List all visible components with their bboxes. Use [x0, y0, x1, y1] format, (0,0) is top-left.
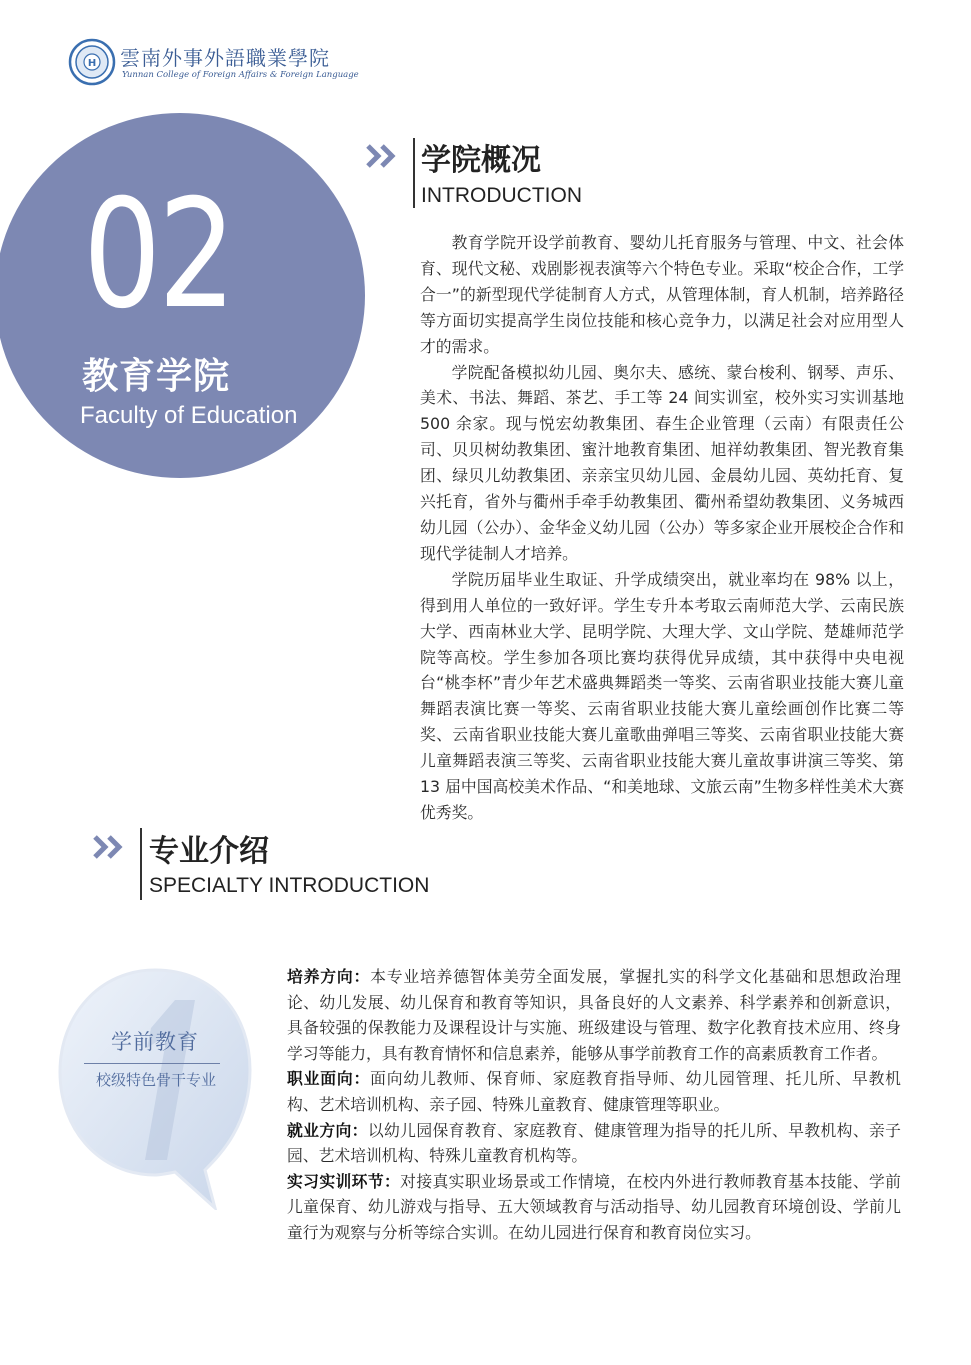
badge-title: 学前教育: [111, 1030, 199, 1054]
intro-paragraph: 学院配备模拟幼儿园、奥尔夫、感统、蒙台梭利、钢琴、声乐、美术、书法、舞蹈、茶艺、手工等 24 间实训室，校外实习实训基地 500 余家。现与悦宏幼教集团、春生企业管理（云南）有限责任公司、贝贝树幼教集团、蜜汁地教育集团、旭祥幼教集团、智光教育集团、绿贝儿幼教集团、亲亲宝贝幼儿园、金晨幼儿园、英幼托育、复兴托育，省外与衢州手牵手幼教集团、衢州希望幼教集团、义务城西幼儿园（公办）、金华金义幼儿园（公办）等多家企业开展校企合作和现代学徒制人才培养。: [420, 362, 904, 563]
item-text: 面向幼儿教师、保育师、家庭教育指导师、幼儿园管理、托儿所、早教机构、艺术培训机构、亲子园、特殊儿童教育、健康管理等职业。: [287, 1069, 901, 1114]
intro-paragraph: 教育学院开设学前教育、婴幼儿托育服务与管理、中文、社会体育、现代文秘、戏剧影视表演等六个特色专业。采取“校企合作，工学合一”的新型现代学徒制育人方式，从管理体制，育人机制，培养路径等方面切实提高学生岗位技能和核心竞争力，以满足社会对应用型人才的需求。: [420, 233, 904, 356]
faculty-name-en: Faculty of Education: [80, 402, 298, 429]
college-name-en: Yunnan College of Foreign Affairs & Foreign Language: [122, 70, 359, 80]
double-chevron-icon: [365, 143, 401, 169]
specialty-item: [287, 1066, 901, 1117]
specialty-item: [287, 1169, 901, 1246]
item-label: 培养方向：: [287, 967, 371, 986]
college-name-cn: 雲南外事外語職業學院: [120, 46, 330, 70]
section-divider: [140, 828, 142, 900]
item-label: 就业方向：: [287, 1120, 368, 1140]
specialty-body: [287, 964, 901, 1246]
item-text: 以幼儿园保育教育、家庭教育、健康管理为指导的托儿所、早教机构、亲子园、艺术培训机构、特殊儿童教育机构等。: [287, 1120, 901, 1166]
item-text: 本专业培养德智体美劳全面发展，掌握扎实的科学文化基础和思想政治理论、幼儿发展、幼儿保育和教育等知识，具备良好的人文素养、科学素养和创新意识，具备较强的保教能力及课程设计与实施、班级建设与管理、数字化教育技术应用、终身学习等能力，具有教育情怀和信息素养，能够从事学前教育工作的高素质教育工作者。: [287, 967, 901, 1063]
faculty-name-cn: 教育学院: [82, 356, 231, 397]
specialty-item: [287, 964, 901, 1066]
badge-subtitle: 校级特色骨干专业: [95, 1071, 216, 1089]
college-logo: [68, 38, 368, 88]
intro-body: [420, 230, 904, 826]
badge-divider: [84, 1063, 220, 1064]
faculty-number: 02: [83, 168, 233, 342]
specialty-item: [287, 1118, 901, 1169]
college-emblem-icon: [68, 38, 116, 86]
double-chevron-icon: [92, 834, 128, 860]
item-label: 实习实训环节：: [287, 1171, 401, 1191]
intro-title: 学院概况: [421, 143, 541, 178]
svg-text:H: H: [87, 58, 97, 69]
section-divider: [413, 138, 415, 208]
specialty-subtitle: SPECIALTY INTRODUCTION: [149, 874, 430, 897]
item-label: 职业面向：: [287, 1069, 371, 1089]
item-text: 对接真实职业场景或工作情境，在校内外进行教师教育基本技能、学前儿童保育、幼儿游戏与指导、五大领域教育与活动指导、幼儿园教育环境创设、学前儿童行为观察与分析等综合实训。在幼儿园进行保育和教育岗位实习。: [287, 1171, 901, 1242]
intro-paragraph: 学院历届毕业生取证、升学成绩突出，就业率均在 98% 以上，得到用人单位的一致好评。学生专升本考取云南师范大学、云南民族大学、西南林业大学、昆明学院、大理大学、文山学院、楚雄师范学院等高校。学生参加各项比赛均获得优异成绩，其中获得中央电视台“桃李杯”青少年艺术盛典舞蹈类一等奖、云南省职业技能大赛儿童舞蹈表演比赛一等奖、云南省职业技能大赛儿童绘画创作比赛二等奖、云南省职业技能大赛儿童歌曲弹唱三等奖、云南省职业技能大赛儿童舞蹈表演三等奖、云南省职业技能大赛儿童故事讲演三等奖、第 13 届中国高校美术作品、“和美地球、文旅云南”生物多样性美术大赛优秀奖。: [420, 569, 904, 822]
intro-subtitle: INTRODUCTION: [421, 184, 582, 207]
specialty-title: 专业介绍: [149, 834, 269, 869]
